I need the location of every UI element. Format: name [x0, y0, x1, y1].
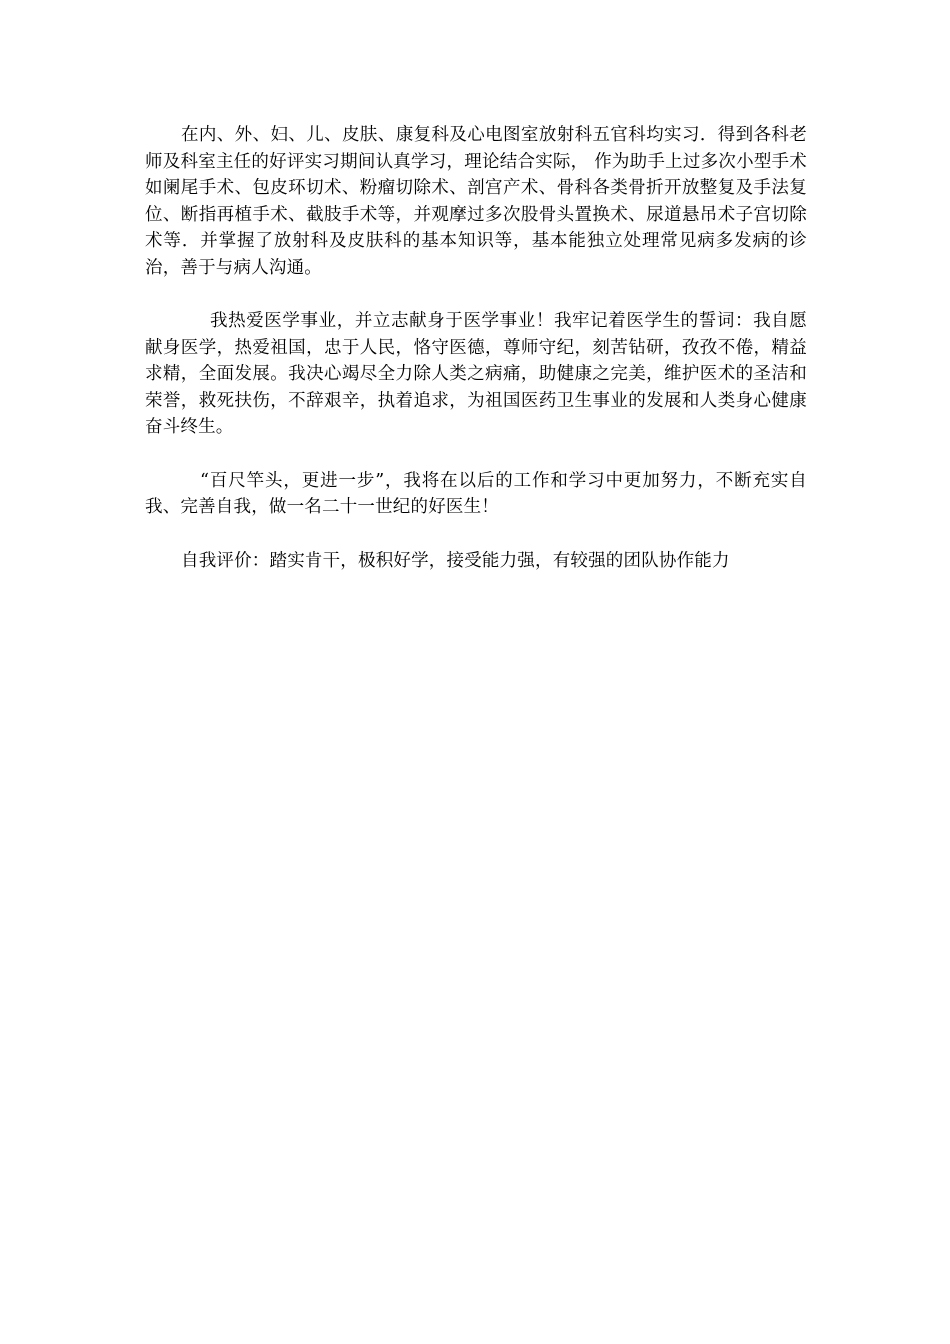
- paragraph-oath: 我热爱医学事业，并立志献身于医学事业！我牢记着医学生的誓词：我自愿献身医学，热爱祖国，忠于人民，恪守医德，尊师守纪，刻苦钻研，孜孜不倦，精益求精，全面发展。我决心竭尽全力除人类之病痛，助健康之完美，维护医术的圣洁和荣誉，救死扶伤，不辞艰辛，执着追求，为祖国医药卫生事业的发展和人类身心健康奋斗终生。: [145, 311, 807, 437]
- document-body: [145, 122, 807, 574]
- paragraph-internship: 在内、外、妇、儿、皮肤、康复科及心电图室放射科五官科均实习．得到各科老师及科室主任的好评实习期间认真学习，理论结合实际， 作为助手上过多次小型手术如阑尾手术、包皮环切术、粉瘤切除术、剖宫产术、骨科各类骨折开放整复及手法复位、断指再植手术、截肢手术等，并观摩过多次股骨头置换术、尿道悬吊术子宫切除术等．并掌握了放射科及皮肤科的基本知识等，基本能独立处理常见病多发病的诊治，善于与病人沟通。: [145, 125, 807, 278]
- paragraph-self-evaluation: 自我评价：踏实肯干，极积好学，接受能力强，有较强的团队协作能力: [181, 550, 730, 571]
- paragraph-aspiration: “百尺竿头，更进一步”，我将在以后的工作和学习中更加努力，不断充实自我、完善自我，做一名二十一世纪的好医生！: [145, 470, 807, 517]
